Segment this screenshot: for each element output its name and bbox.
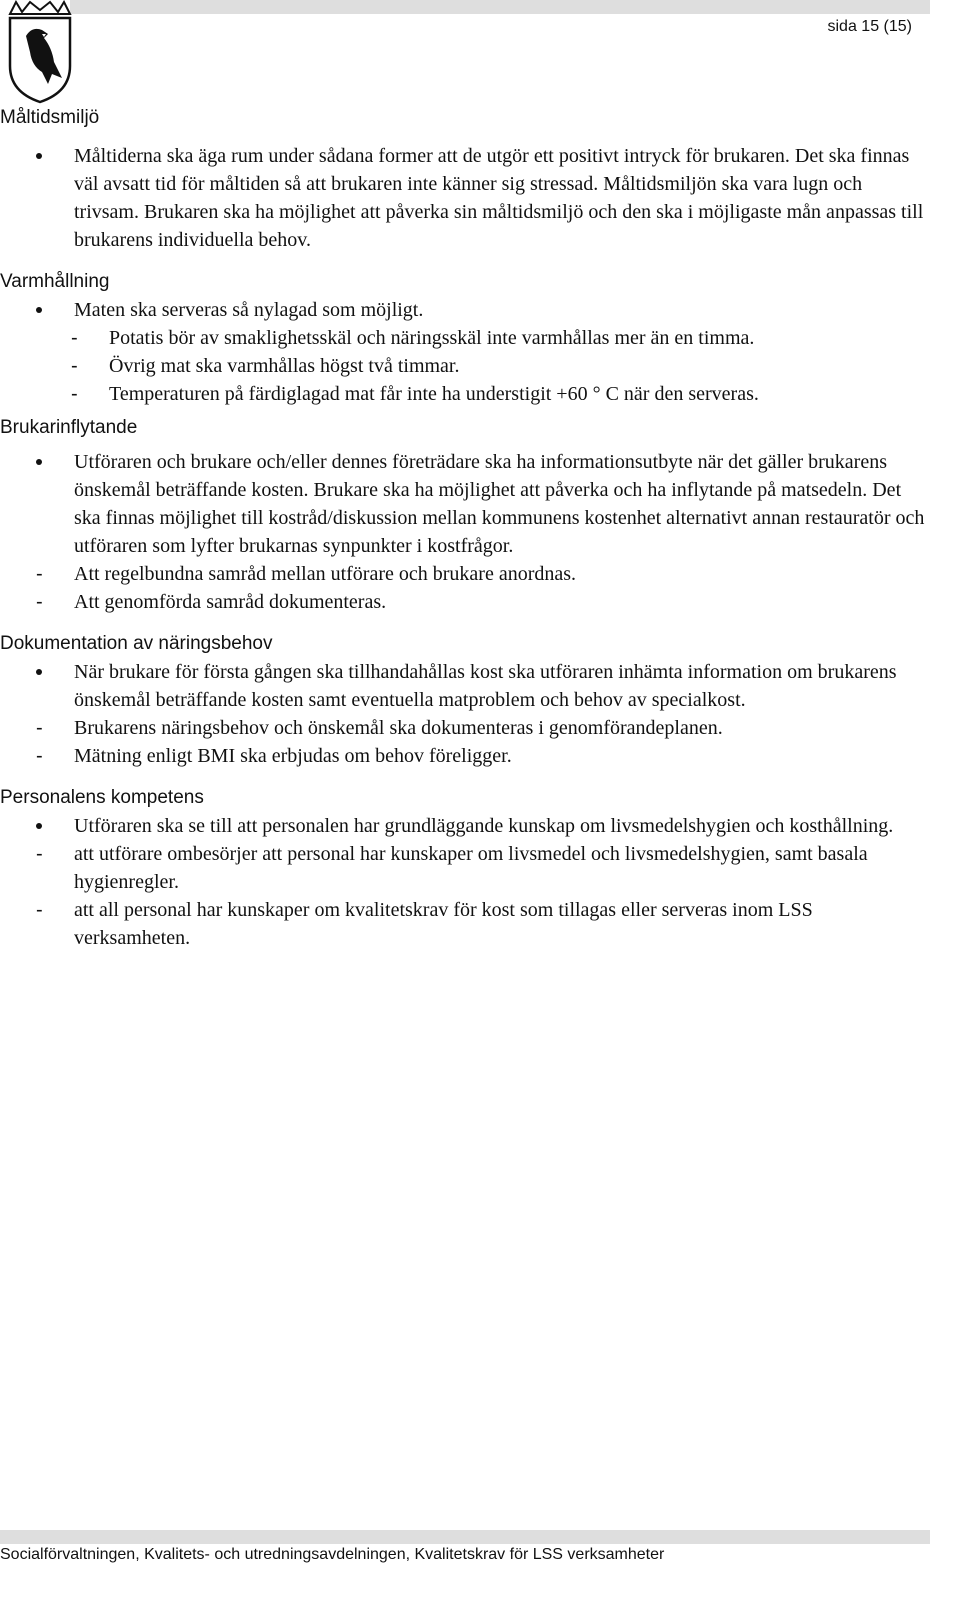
dash-item <box>0 742 930 770</box>
dash-item-text: Att genomförda samråd dokumenteras. <box>74 591 387 613</box>
dash-item <box>0 714 930 742</box>
section-heading-maltidsmiljo: Måltidsmiljö <box>0 107 100 128</box>
dash-item <box>0 380 930 408</box>
bullet-item: När brukare för första gången ska tillhandahållas kost ska utföraren inhämta information om brukarens önskemål beträffande kosten samt eventuella matproblem och behov av specialkost. <box>0 658 930 714</box>
bullet-item: Måltiderna ska äga rum under sådana former att de utgör ett positivt intryck för brukaren. Det ska finnas väl avsatt tid för måltiden så att brukaren inte känner sig stressad. Måltidsmiljön ska vara lugn och trivsam. Brukaren ska ha möjlighet att påverka sin måltidsmiljö och den ska i möjligaste mån anpassas till brukarens individuella behov. <box>0 142 930 254</box>
dash-marker: - <box>36 717 43 739</box>
dash-item <box>0 896 930 952</box>
dash-item-text: att all personal har kunskaper om kvalitetskrav för kost som tillagas eller serveras inom LSS verksamheten. <box>74 899 813 949</box>
dash-marker: - <box>36 591 43 613</box>
section-heading-varmhallning: Varmhållning <box>0 271 110 292</box>
dash-item <box>0 324 930 352</box>
dash-marker: - <box>71 327 78 349</box>
dash-item-text: Att regelbundna samråd mellan utförare och brukare anordnas. <box>74 563 577 585</box>
section-heading-dokumentation: Dokumentation av näringsbehov <box>0 633 273 654</box>
dash-item <box>0 588 930 616</box>
document-body <box>0 104 930 952</box>
section-heading-personalens-kompetens: Personalens kompetens <box>0 787 204 808</box>
dash-marker: - <box>36 843 43 865</box>
dash-marker: - <box>36 899 43 921</box>
footer-text: Socialförvaltningen, Kvalitets- och utredningsavdelningen, Kvalitetskrav för LSS verksamheter <box>0 1546 665 1563</box>
dash-marker: - <box>36 563 43 585</box>
footer-bar <box>0 1530 930 1544</box>
dash-item-text: Övrig mat ska varmhållas högst två timmar. <box>109 355 460 377</box>
dash-item-text: Mätning enligt BMI ska erbjudas om behov föreligger. <box>74 745 512 767</box>
dash-item-text: Brukarens näringsbehov och önskemål ska dokumenteras i genomförandeplanen. <box>74 717 723 739</box>
coat-of-arms-falcon-icon <box>2 0 78 104</box>
section-heading-brukarinflytande: Brukarinflytande <box>0 417 138 438</box>
dash-item <box>0 560 930 588</box>
dash-marker: - <box>36 745 43 767</box>
bullet-item: Utföraren ska se till att personalen har grundläggande kunskap om livsmedelshygien och kosthållning. <box>0 812 930 840</box>
header-bar <box>70 0 930 14</box>
dash-item-text: Temperaturen på färdiglagad mat får inte ha understigit +60 ° C när den serveras. <box>109 383 759 405</box>
bullet-item: Utföraren och brukare och/eller dennes företrädare ska ha informationsutbyte när det gäller brukarens önskemål beträffande kosten. Brukare ska ha möjlighet att påverka och ha inflytande på matsedeln. Det ska finnas möjlighet till kostråd/diskussion mellan kommunens kostenhet alternativt annan restauratör och utföraren som lyfter brukarnas synpunkter i kostfrågor. <box>0 448 930 560</box>
page-number: sida 15 (15) <box>827 18 912 35</box>
dash-item-text: Potatis bör av smaklighetsskäl och näringsskäl inte varmhållas mer än en timma. <box>109 327 755 349</box>
dash-marker: - <box>71 383 78 405</box>
dash-item-text: att utförare ombesörjer att personal har kunskaper om livsmedel och livsmedelshygien, samt basala hygienregler. <box>74 843 868 893</box>
bullet-item: Maten ska serveras så nylagad som möjligt. <box>0 296 930 324</box>
dash-marker: - <box>71 355 78 377</box>
dash-item <box>0 352 930 380</box>
dash-item <box>0 840 930 896</box>
